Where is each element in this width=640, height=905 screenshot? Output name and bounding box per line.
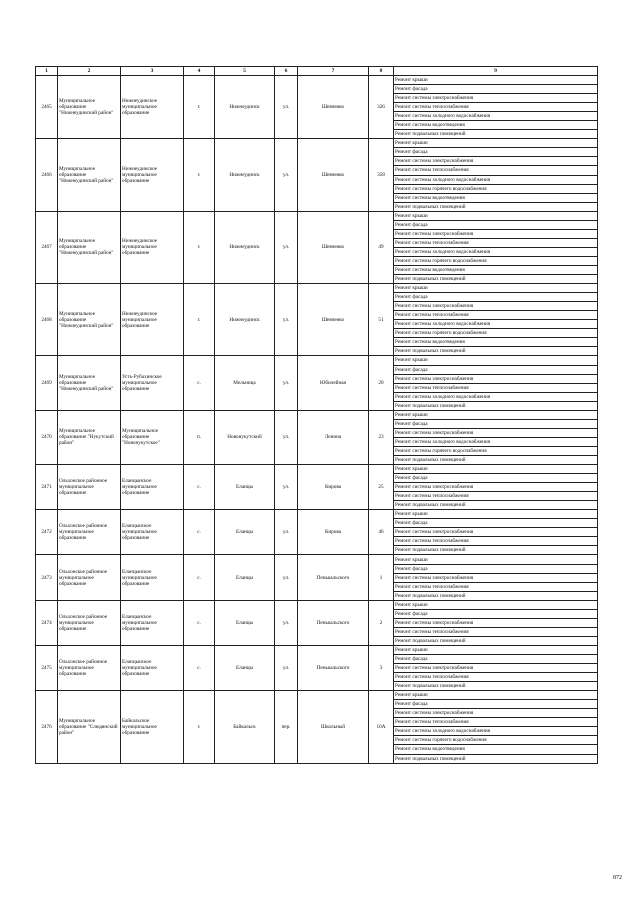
street-cell: Кирова [298, 465, 369, 510]
street-type-cell: ул. [275, 645, 298, 690]
house-number-cell: 20 [369, 356, 394, 410]
municipality-cell: Муниципальное образование "Нижнеудинский район" [58, 356, 121, 410]
street-cell: Шевченко [298, 76, 369, 139]
locality-type-cell: г. [184, 139, 215, 211]
work-type-cell: Ремонт крыши [394, 510, 598, 519]
header-cell: 8 [369, 67, 394, 76]
row-number-cell: 2466 [36, 139, 58, 211]
work-type-cell: Ремонт системы теплоснабжения [394, 582, 598, 591]
street-cell: Шевченко [298, 139, 369, 211]
work-type-cell: Ремонт системы электроснабжения [394, 709, 598, 718]
work-type-cell: Ремонт системы теплоснабжения [394, 718, 598, 727]
work-type-cell: Ремонт подвальных помещений [394, 501, 598, 510]
work-type-cell: Ремонт крыши [394, 645, 598, 654]
work-type-cell: Ремонт системы холодного водоснабжения [394, 247, 598, 256]
row-number-cell: 2467 [36, 211, 58, 283]
work-type-cell: Ремонт системы электроснабжения [394, 528, 598, 537]
work-type-cell: Ремонт системы теплоснабжения [394, 311, 598, 320]
locality-cell: Байкальск [215, 691, 275, 763]
locality-cell: Нижнеудинск [215, 76, 275, 139]
street-type-cell: ул. [275, 284, 298, 356]
work-type-cell: Ремонт системы теплоснабжения [394, 492, 598, 501]
work-type-cell: Ремонт крыши [394, 600, 598, 609]
header-cell: 6 [275, 67, 298, 76]
municipality-cell: Ольхонское районное муниципальное образование [58, 600, 121, 645]
locality-type-cell: с. [184, 356, 215, 410]
locality-cell: Еланцы [215, 555, 275, 600]
locality-cell: Новонукутский [215, 410, 275, 464]
locality-type-cell: г. [184, 211, 215, 283]
street-type-cell: ул. [275, 510, 298, 555]
work-type-cell: Ремонт системы холодного водоснабжения [394, 727, 598, 736]
work-type-cell: Ремонт подвальных помещений [394, 591, 598, 600]
work-type-cell: Ремонт системы водоотведения [394, 338, 598, 347]
settlement-cell: Нижнеудинское муниципальное образование [121, 139, 184, 211]
municipality-cell: Муниципальное образование "Нижнеудинский район" [58, 139, 121, 211]
street-type-cell: ул. [275, 211, 298, 283]
table-row [36, 76, 598, 85]
work-type-cell: Ремонт системы электроснабжения [394, 157, 598, 166]
work-type-cell: Ремонт системы теплоснабжения [394, 537, 598, 546]
settlement-cell: Нижнеудинское муниципальное образование [121, 76, 184, 139]
work-type-cell: Ремонт системы электроснабжения [394, 573, 598, 582]
work-type-cell: Ремонт фасада [394, 365, 598, 374]
work-type-cell: Ремонт фасада [394, 519, 598, 528]
municipality-cell: Муниципальное образование "Нижнеудинский район" [58, 211, 121, 283]
street-cell: Пенькальского [298, 645, 369, 690]
street-type-cell: ул. [275, 555, 298, 600]
work-type-cell: Ремонт крыши [394, 211, 598, 220]
work-type-cell: Ремонт крыши [394, 410, 598, 419]
work-type-cell: Ремонт подвальных помещений [394, 401, 598, 410]
street-type-cell: ул. [275, 356, 298, 410]
row-number-cell: 2472 [36, 510, 58, 555]
table-row [36, 691, 598, 700]
locality-cell: Еланцы [215, 465, 275, 510]
house-number-cell: 1 [369, 555, 394, 600]
street-cell: Юбилейная [298, 356, 369, 410]
header-cell: 4 [184, 67, 215, 76]
row-number-cell: 2473 [36, 555, 58, 600]
work-type-cell: Ремонт фасада [394, 655, 598, 664]
street-cell: Шевченко [298, 284, 369, 356]
locality-type-cell: п. [184, 410, 215, 464]
work-type-cell: Ремонт подвальных помещений [394, 202, 598, 211]
work-type-cell: Ремонт подвальных помещений [394, 682, 598, 691]
municipality-cell: Ольхонское районное муниципальное образование [58, 510, 121, 555]
house-number-cell: 326 [369, 76, 394, 139]
work-type-cell: Ремонт крыши [394, 356, 598, 365]
settlement-cell: Еланцынское муниципальное образование [121, 555, 184, 600]
locality-cell: Нижнеудинск [215, 211, 275, 283]
work-type-cell: Ремонт системы электроснабжения [394, 94, 598, 103]
work-type-cell: Ремонт подвальных помещений [394, 455, 598, 464]
house-number-cell: 25 [369, 465, 394, 510]
repair-register-table [35, 66, 598, 764]
header-cell: 9 [394, 67, 598, 76]
locality-type-cell: с. [184, 510, 215, 555]
work-type-cell: Ремонт крыши [394, 555, 598, 564]
table-row [36, 211, 598, 220]
settlement-cell: Байкальское муниципальное образование [121, 691, 184, 763]
locality-type-cell: с. [184, 600, 215, 645]
work-type-cell: Ремонт крыши [394, 465, 598, 474]
settlement-cell: Усть-Рубахинское муниципальное образование [121, 356, 184, 410]
street-cell: Шевченко [298, 211, 369, 283]
work-type-cell: Ремонт системы электроснабжения [394, 664, 598, 673]
work-type-cell: Ремонт системы электроснабжения [394, 483, 598, 492]
table-row [36, 410, 598, 419]
work-type-cell: Ремонт системы электроснабжения [394, 618, 598, 627]
street-type-cell: ул. [275, 139, 298, 211]
work-type-cell: Ремонт фасада [394, 85, 598, 94]
work-type-cell: Ремонт крыши [394, 691, 598, 700]
street-cell: Школьный [298, 691, 369, 763]
work-type-cell: Ремонт системы холодного водоснабжения [394, 437, 598, 446]
locality-type-cell: г. [184, 284, 215, 356]
municipality-cell: Ольхонское районное муниципальное образование [58, 645, 121, 690]
work-type-cell: Ремонт системы водоотведения [394, 745, 598, 754]
header-cell: 2 [58, 67, 121, 76]
header-cell: 7 [298, 67, 369, 76]
locality-cell: Еланцы [215, 600, 275, 645]
row-number-cell: 2474 [36, 600, 58, 645]
house-number-cell: 23 [369, 410, 394, 464]
work-type-cell: Ремонт подвальных помещений [394, 546, 598, 555]
locality-type-cell: г. [184, 691, 215, 763]
row-number-cell: 2471 [36, 465, 58, 510]
header-cell: 5 [215, 67, 275, 76]
work-type-cell: Ремонт фасада [394, 700, 598, 709]
locality-cell: Мельница [215, 356, 275, 410]
street-cell: Пенькальского [298, 600, 369, 645]
work-type-cell: Ремонт крыши [394, 284, 598, 293]
street-cell: Ленина [298, 410, 369, 464]
table-row [36, 284, 598, 293]
street-type-cell: ул. [275, 410, 298, 464]
street-type-cell: ул. [275, 76, 298, 139]
settlement-cell: Еланцынское муниципальное образование [121, 600, 184, 645]
street-cell: Пенькальского [298, 555, 369, 600]
work-type-cell: Ремонт системы горячего водоснабжения [394, 256, 598, 265]
work-type-cell: Ремонт фасада [394, 293, 598, 302]
work-type-cell: Ремонт системы электроснабжения [394, 428, 598, 437]
header-cell: 3 [121, 67, 184, 76]
work-type-cell: Ремонт системы теплоснабжения [394, 103, 598, 112]
work-type-cell: Ремонт фасада [394, 474, 598, 483]
work-type-cell: Ремонт подвальных помещений [394, 347, 598, 356]
house-number-cell: 2 [369, 600, 394, 645]
locality-type-cell: с. [184, 555, 215, 600]
locality-cell: Еланцы [215, 645, 275, 690]
house-number-cell: 3 [369, 645, 394, 690]
work-type-cell: Ремонт системы холодного водоснабжения [394, 320, 598, 329]
house-number-cell: 358 [369, 139, 394, 211]
settlement-cell: Еланцынское муниципальное образование [121, 465, 184, 510]
street-type-cell: ул. [275, 600, 298, 645]
work-type-cell: Ремонт системы холодного водоснабжения [394, 392, 598, 401]
row-number-cell: 2465 [36, 76, 58, 139]
header-cell: 1 [36, 67, 58, 76]
work-type-cell: Ремонт крыши [394, 139, 598, 148]
street-type-cell: пер. [275, 691, 298, 763]
work-type-cell: Ремонт системы холодного водоснабжения [394, 175, 598, 184]
work-type-cell: Ремонт системы горячего водоснабжения [394, 736, 598, 745]
municipality-cell: Муниципальное образование "Слюдянский район" [58, 691, 121, 763]
row-number-cell: 2468 [36, 284, 58, 356]
table-row [36, 510, 598, 519]
work-type-cell: Ремонт системы теплоснабжения [394, 166, 598, 175]
row-number-cell: 2475 [36, 645, 58, 690]
municipality-cell: Ольхонское районное муниципальное образование [58, 465, 121, 510]
work-type-cell: Ремонт фасада [394, 220, 598, 229]
work-type-cell: Ремонт подвальных помещений [394, 275, 598, 284]
locality-cell: Нижнеудинск [215, 139, 275, 211]
work-type-cell: Ремонт системы теплоснабжения [394, 627, 598, 636]
work-type-cell: Ремонт системы горячего водоснабжения [394, 329, 598, 338]
work-type-cell: Ремонт системы водоотведения [394, 193, 598, 202]
table-row [36, 139, 598, 148]
house-number-cell: 51 [369, 284, 394, 356]
header-row [36, 67, 598, 76]
row-number-cell: 2470 [36, 410, 58, 464]
work-type-cell: Ремонт фасада [394, 564, 598, 573]
table-row [36, 555, 598, 564]
work-type-cell: Ремонт фасада [394, 148, 598, 157]
work-type-cell: Ремонт крыши [394, 76, 598, 85]
settlement-cell: Еланцынское муниципальное образование [121, 645, 184, 690]
table-row [36, 645, 598, 654]
work-type-cell: Ремонт подвальных помещений [394, 754, 598, 763]
work-type-cell: Ремонт подвальных помещений [394, 636, 598, 645]
locality-type-cell: с. [184, 465, 215, 510]
table-row [36, 600, 598, 609]
work-type-cell: Ремонт системы водоотведения [394, 265, 598, 274]
locality-cell: Еланцы [215, 510, 275, 555]
row-number-cell: 2476 [36, 691, 58, 763]
work-type-cell: Ремонт системы электроснабжения [394, 229, 598, 238]
street-type-cell: ул. [275, 465, 298, 510]
work-type-cell: Ремонт системы холодного водоснабжения [394, 112, 598, 121]
house-number-cell: 46 [369, 510, 394, 555]
work-type-cell: Ремонт системы теплоснабжения [394, 383, 598, 392]
row-number-cell: 2469 [36, 356, 58, 410]
work-type-cell: Ремонт системы теплоснабжения [394, 673, 598, 682]
locality-type-cell: г. [184, 76, 215, 139]
work-type-cell: Ремонт системы электроснабжения [394, 302, 598, 311]
street-cell: Кирова [298, 510, 369, 555]
work-type-cell: Ремонт фасада [394, 609, 598, 618]
house-number-cell: 10А [369, 691, 394, 763]
work-type-cell: Ремонт системы водоотведения [394, 121, 598, 130]
municipality-cell: Ольхонское районное муниципальное образование [58, 555, 121, 600]
work-type-cell: Ремонт фасада [394, 419, 598, 428]
settlement-cell: Нижнеудинское муниципальное образование [121, 211, 184, 283]
settlement-cell: Нижнеудинское муниципальное образование [121, 284, 184, 356]
page-number: 872 [613, 875, 622, 881]
settlement-cell: Муниципальное образование "Новонукутское" [121, 410, 184, 464]
table-row [36, 465, 598, 474]
municipality-cell: Муниципальное образование "Нукутский район" [58, 410, 121, 464]
locality-cell: Нижнеудинск [215, 284, 275, 356]
municipality-cell: Муниципальное образование "Нижнеудинский район" [58, 76, 121, 139]
settlement-cell: Еланцынское муниципальное образование [121, 510, 184, 555]
work-type-cell: Ремонт системы электроснабжения [394, 374, 598, 383]
house-number-cell: 49 [369, 211, 394, 283]
locality-type-cell: с. [184, 645, 215, 690]
municipality-cell: Муниципальное образование "Нижнеудинский район" [58, 284, 121, 356]
work-type-cell: Ремонт системы теплоснабжения [394, 238, 598, 247]
work-type-cell: Ремонт системы горячего водоснабжения [394, 446, 598, 455]
table-row [36, 356, 598, 365]
work-type-cell: Ремонт подвальных помещений [394, 130, 598, 139]
work-type-cell: Ремонт системы горячего водоснабжения [394, 184, 598, 193]
